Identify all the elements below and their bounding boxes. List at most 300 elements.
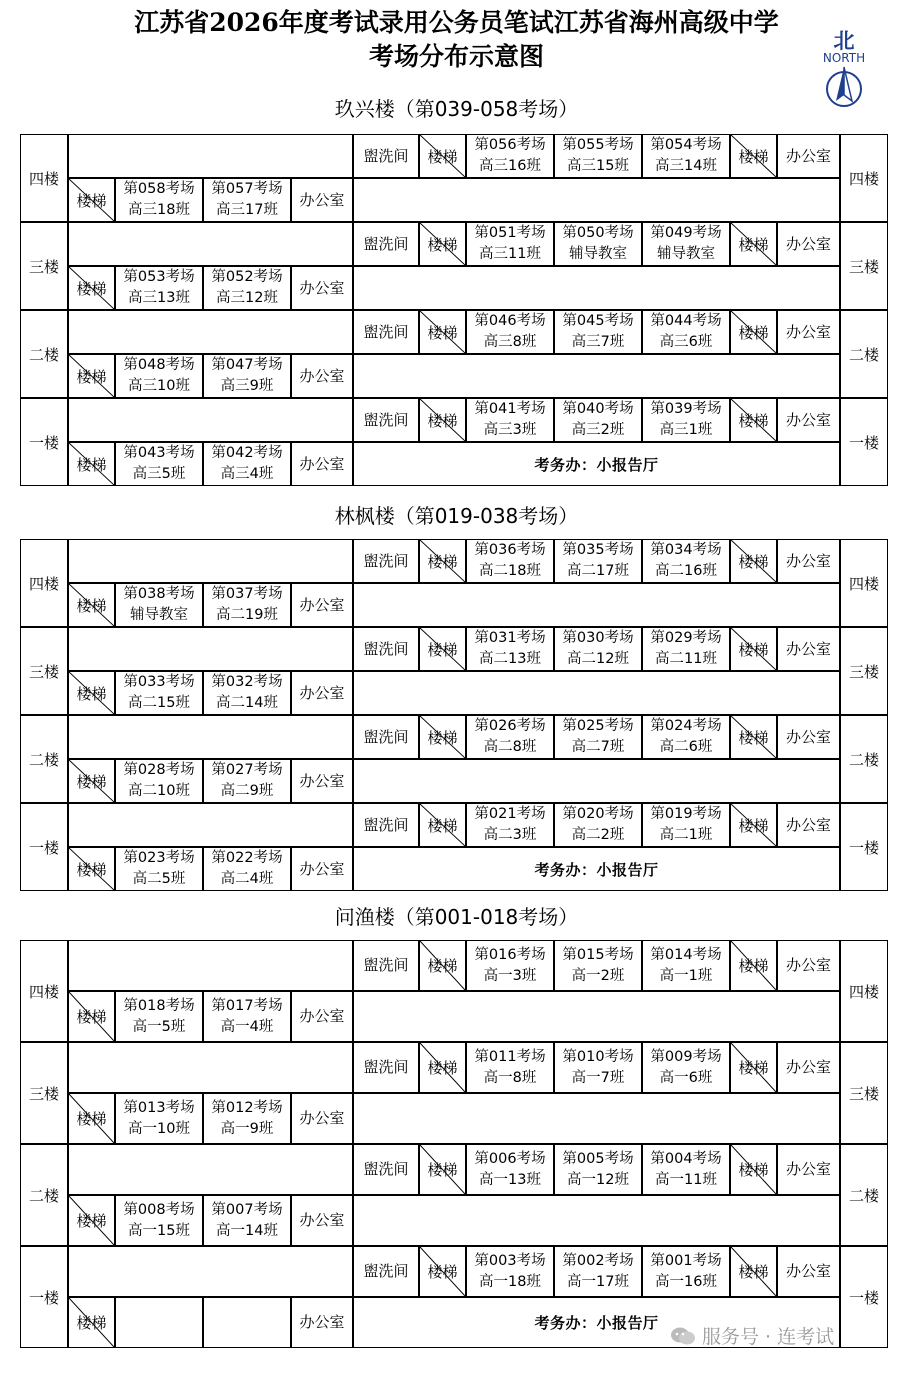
exam-room-number: 第030考场 bbox=[562, 630, 634, 646]
office bbox=[777, 715, 840, 759]
stair-label: 楼梯 bbox=[738, 323, 769, 342]
stairs-south bbox=[68, 671, 115, 715]
stairs-north-east bbox=[730, 1246, 777, 1297]
exam-room-number: 第047考场 bbox=[211, 357, 283, 373]
exam-room bbox=[115, 1297, 203, 1348]
stair-label: 楼梯 bbox=[738, 147, 769, 166]
office-label: 办公室 bbox=[785, 639, 831, 658]
stair-label: 楼梯 bbox=[76, 596, 107, 615]
exam-room-number: 第024考场 bbox=[650, 718, 722, 734]
office-label: 办公室 bbox=[785, 551, 831, 570]
stairs-north-west bbox=[419, 627, 466, 671]
exam-room bbox=[642, 1042, 730, 1093]
corridor-south-upper bbox=[68, 940, 353, 991]
office bbox=[291, 991, 353, 1042]
office bbox=[291, 671, 353, 715]
exam-office-label: 考务办：小报告厅 bbox=[534, 1314, 659, 1332]
exam-room bbox=[554, 539, 642, 583]
office-label: 办公室 bbox=[785, 410, 831, 429]
stair-label: 楼梯 bbox=[427, 1059, 458, 1077]
exam-room-class: 高二19班 bbox=[216, 607, 278, 623]
exam-room-class: 高三18班 bbox=[128, 202, 190, 218]
office-label: 办公室 bbox=[299, 366, 345, 385]
exam-room bbox=[466, 715, 554, 759]
exam-room bbox=[642, 1144, 730, 1195]
washroom-label: 盥洗间 bbox=[363, 727, 409, 746]
exam-room bbox=[203, 1093, 291, 1144]
exam-room bbox=[642, 539, 730, 583]
building-name: 玖兴楼（第039-058考场） bbox=[334, 97, 579, 121]
washroom-label: 盥洗间 bbox=[363, 1262, 409, 1280]
office bbox=[291, 583, 353, 627]
corridor-north-lower bbox=[353, 991, 840, 1042]
exam-room-class: 高一8班 bbox=[483, 1069, 537, 1086]
exam-room-number: 第040考场 bbox=[562, 401, 634, 417]
corridor-south-upper bbox=[68, 222, 353, 266]
stairs-south bbox=[68, 178, 115, 222]
exam-room-number: 第053考场 bbox=[123, 269, 195, 285]
building-name: 问渔楼（第001-018考场） bbox=[334, 905, 579, 929]
exam-room-number: 第006考场 bbox=[474, 1150, 546, 1167]
office bbox=[777, 539, 840, 583]
exam-room-class: 高一12班 bbox=[567, 1171, 629, 1188]
stair-label: 楼梯 bbox=[427, 235, 458, 254]
compass-label-en: NORTH bbox=[822, 51, 866, 65]
office bbox=[291, 1093, 353, 1144]
stairs-south bbox=[68, 266, 115, 310]
exam-room-number: 第026考场 bbox=[474, 718, 546, 734]
corridor-south-upper bbox=[68, 715, 353, 759]
exam-room-class: 高三10班 bbox=[128, 378, 190, 394]
exam-room-class: 高三15班 bbox=[567, 158, 629, 174]
exam-room-number: 第032考场 bbox=[211, 674, 283, 690]
exam-room-class: 高三16班 bbox=[479, 158, 541, 174]
corridor-south-upper bbox=[68, 310, 353, 354]
exam-room-class: 高三13班 bbox=[128, 290, 190, 306]
exam-room bbox=[203, 759, 291, 803]
exam-room bbox=[115, 671, 203, 715]
office-label: 办公室 bbox=[299, 595, 345, 614]
stairs-south bbox=[68, 354, 115, 398]
exam-room bbox=[115, 442, 203, 486]
office-label: 办公室 bbox=[299, 1313, 345, 1331]
stairs-south bbox=[68, 991, 115, 1042]
exam-room-class: 高三1班 bbox=[659, 422, 713, 438]
washroom bbox=[353, 627, 419, 671]
exam-room bbox=[115, 847, 203, 891]
office bbox=[777, 1144, 840, 1195]
exam-room-number: 第008考场 bbox=[123, 1201, 195, 1218]
washroom bbox=[353, 398, 419, 442]
exam-room-class: 高一1班 bbox=[659, 967, 713, 984]
washroom-label: 盥洗间 bbox=[363, 410, 409, 429]
exam-room-number: 第012考场 bbox=[211, 1099, 283, 1116]
exam-room-class: 高三5班 bbox=[132, 466, 186, 482]
exam-room-class: 高三14班 bbox=[655, 158, 717, 174]
floor-label-right: 二楼 bbox=[840, 310, 888, 398]
exam-room-number: 第051考场 bbox=[474, 225, 546, 241]
exam-room-number: 第014考场 bbox=[650, 946, 722, 963]
exam-room-class: 高三7班 bbox=[571, 334, 625, 350]
exam-room-number: 第039考场 bbox=[650, 401, 722, 417]
exam-room-number: 第028考场 bbox=[123, 762, 195, 778]
floor-label-right: 三楼 bbox=[840, 222, 888, 310]
exam-room bbox=[642, 398, 730, 442]
exam-room-class: 高一3班 bbox=[483, 967, 537, 984]
exam-room-number: 第009考场 bbox=[650, 1048, 722, 1065]
stairs-south bbox=[68, 759, 115, 803]
washroom bbox=[353, 1246, 419, 1297]
exam-room-class: 高三8班 bbox=[483, 334, 537, 350]
exam-room-number: 第007考场 bbox=[211, 1201, 283, 1218]
corridor-south-upper bbox=[68, 539, 353, 583]
exam-room-class: 高二15班 bbox=[128, 695, 190, 711]
exam-room bbox=[554, 803, 642, 847]
building-name: 林枫楼（第019-038考场） bbox=[334, 504, 579, 528]
office-label: 办公室 bbox=[299, 1109, 345, 1127]
exam-room bbox=[115, 583, 203, 627]
stairs-north-west bbox=[419, 398, 466, 442]
stair-label: 楼梯 bbox=[738, 552, 769, 571]
washroom bbox=[353, 940, 419, 991]
corridor-south-upper bbox=[68, 398, 353, 442]
exam-room-class: 高一14班 bbox=[216, 1222, 278, 1239]
exam-room-class: 高三12班 bbox=[216, 290, 278, 306]
floor-label-left: 二楼 bbox=[20, 310, 68, 398]
office-label: 办公室 bbox=[299, 1007, 345, 1025]
floor-label-right: 三楼 bbox=[840, 1042, 888, 1144]
stair-label: 楼梯 bbox=[76, 1314, 107, 1332]
stairs-south bbox=[68, 583, 115, 627]
exam-room bbox=[554, 222, 642, 266]
corridor-north-lower bbox=[353, 266, 840, 310]
exam-room-class: 辅导教室 bbox=[130, 607, 188, 623]
exam-room-number: 第058考场 bbox=[123, 181, 195, 197]
stairs-north-east bbox=[730, 222, 777, 266]
exam-room-number: 第017考场 bbox=[211, 997, 283, 1014]
exam-room-class: 高一16班 bbox=[655, 1273, 717, 1290]
stairs-north-east bbox=[730, 1144, 777, 1195]
exam-room bbox=[466, 398, 554, 442]
washroom bbox=[353, 222, 419, 266]
watermark bbox=[670, 1322, 834, 1349]
corridor-north-lower bbox=[353, 1093, 840, 1144]
exam-room-class: 高二5班 bbox=[132, 871, 186, 887]
stair-label: 楼梯 bbox=[427, 147, 458, 166]
stair-label: 楼梯 bbox=[738, 816, 769, 835]
stairs-north-west bbox=[419, 1246, 466, 1297]
stair-label: 楼梯 bbox=[76, 684, 107, 703]
exam-room-class: 高一4班 bbox=[220, 1018, 274, 1035]
office-label: 办公室 bbox=[299, 771, 345, 790]
stairs-north-east bbox=[730, 715, 777, 759]
exam-room bbox=[203, 847, 291, 891]
exam-room-number: 第021考场 bbox=[474, 806, 546, 822]
exam-room bbox=[642, 1246, 730, 1297]
exam-room bbox=[203, 1297, 291, 1348]
exam-room-class: 高二9班 bbox=[220, 783, 274, 799]
office bbox=[777, 398, 840, 442]
exam-room-number: 第003考场 bbox=[474, 1252, 546, 1269]
office-label: 办公室 bbox=[299, 1211, 345, 1229]
stair-label: 楼梯 bbox=[738, 1263, 769, 1281]
exam-room-class: 高二2班 bbox=[571, 827, 625, 843]
stairs-north-east bbox=[730, 310, 777, 354]
washroom bbox=[353, 715, 419, 759]
office bbox=[291, 354, 353, 398]
exam-room bbox=[466, 1246, 554, 1297]
watermark-text: 服务号 · 连考试 bbox=[702, 1326, 835, 1348]
exam-room-class: 高三9班 bbox=[220, 378, 274, 394]
exam-room bbox=[642, 940, 730, 991]
exam-room bbox=[203, 583, 291, 627]
floor-label-right: 四楼 bbox=[840, 940, 888, 1042]
exam-room-class: 高一17班 bbox=[567, 1273, 629, 1290]
stairs-north-west bbox=[419, 310, 466, 354]
exam-room-class: 高一13班 bbox=[479, 1171, 541, 1188]
title-line-2: 考场分布示意图 bbox=[368, 42, 544, 71]
exam-room bbox=[203, 178, 291, 222]
exam-room bbox=[203, 266, 291, 310]
compass-label-cn: 北 bbox=[833, 29, 855, 53]
office-label: 办公室 bbox=[785, 234, 831, 253]
office bbox=[291, 759, 353, 803]
exam-room-class: 高三3班 bbox=[483, 422, 537, 438]
floor-label-right: 四楼 bbox=[840, 539, 888, 627]
exam-room-class: 高二6班 bbox=[659, 739, 713, 755]
exam-room-class: 高二10班 bbox=[128, 783, 190, 799]
stair-label: 楼梯 bbox=[427, 1161, 458, 1179]
exam-room-class: 高二13班 bbox=[479, 651, 541, 667]
stairs-north-east bbox=[730, 803, 777, 847]
floor-label-left: 四楼 bbox=[20, 134, 68, 222]
office bbox=[291, 266, 353, 310]
floor-label-left: 四楼 bbox=[20, 539, 68, 627]
office bbox=[777, 134, 840, 178]
stairs-north-west bbox=[419, 803, 466, 847]
stair-label: 楼梯 bbox=[427, 816, 458, 835]
stair-label: 楼梯 bbox=[427, 1263, 458, 1281]
corridor-south-upper bbox=[68, 627, 353, 671]
exam-room bbox=[466, 803, 554, 847]
exam-room bbox=[554, 1246, 642, 1297]
exam-room-number: 第046考场 bbox=[474, 313, 546, 329]
corridor-south-upper bbox=[68, 134, 353, 178]
stairs-north-west bbox=[419, 1042, 466, 1093]
stair-label: 楼梯 bbox=[76, 191, 107, 210]
floor-label-left: 一楼 bbox=[20, 803, 68, 891]
office bbox=[291, 1297, 353, 1348]
corridor-south-upper bbox=[68, 803, 353, 847]
exam-room-number: 第029考场 bbox=[650, 630, 722, 646]
washroom-label: 盥洗间 bbox=[363, 1160, 409, 1178]
exam-room bbox=[115, 266, 203, 310]
stairs-south bbox=[68, 1195, 115, 1246]
exam-room-number: 第016考场 bbox=[474, 946, 546, 963]
exam-room bbox=[642, 134, 730, 178]
stairs-north-west bbox=[419, 222, 466, 266]
office-label: 办公室 bbox=[299, 190, 345, 209]
office bbox=[777, 222, 840, 266]
exam-room bbox=[466, 310, 554, 354]
exam-room bbox=[203, 354, 291, 398]
exam-room bbox=[642, 803, 730, 847]
exam-room-number: 第057考场 bbox=[211, 181, 283, 197]
office bbox=[291, 1195, 353, 1246]
washroom-label: 盥洗间 bbox=[363, 551, 409, 570]
exam-room-number: 第044考场 bbox=[650, 313, 722, 329]
office-label: 办公室 bbox=[299, 454, 345, 473]
stairs-north-east bbox=[730, 940, 777, 991]
floor-label-left: 二楼 bbox=[20, 1144, 68, 1246]
exam-room bbox=[466, 627, 554, 671]
washroom bbox=[353, 539, 419, 583]
stair-label: 楼梯 bbox=[76, 860, 107, 879]
exam-room-number: 第045考场 bbox=[562, 313, 634, 329]
office-label: 办公室 bbox=[785, 1058, 831, 1076]
exam-office-label: 考务办：小报告厅 bbox=[534, 860, 659, 879]
stair-label: 楼梯 bbox=[427, 411, 458, 430]
floor-label-right: 二楼 bbox=[840, 1144, 888, 1246]
stairs-north-west bbox=[419, 940, 466, 991]
exam-room-number: 第042考场 bbox=[211, 445, 283, 461]
exam-room bbox=[203, 671, 291, 715]
office-label: 办公室 bbox=[299, 278, 345, 297]
exam-room-class: 高一7班 bbox=[571, 1069, 625, 1086]
stairs-north-east bbox=[730, 539, 777, 583]
office bbox=[777, 627, 840, 671]
exam-room-class: 高二4班 bbox=[220, 871, 274, 887]
exam-room-class: 高三2班 bbox=[571, 422, 625, 438]
exam-room-class: 高一18班 bbox=[479, 1273, 541, 1290]
exam-room bbox=[115, 759, 203, 803]
washroom bbox=[353, 310, 419, 354]
exam-room-number: 第019考场 bbox=[650, 806, 722, 822]
office bbox=[777, 1042, 840, 1093]
washroom-label: 盥洗间 bbox=[363, 956, 409, 974]
office bbox=[777, 1246, 840, 1297]
exam-room bbox=[642, 627, 730, 671]
stair-label: 楼梯 bbox=[738, 411, 769, 430]
washroom bbox=[353, 1144, 419, 1195]
floor-label-right: 一楼 bbox=[840, 803, 888, 891]
stair-label: 楼梯 bbox=[427, 323, 458, 342]
exam-room-number: 第022考场 bbox=[211, 850, 283, 866]
floor-label-left: 三楼 bbox=[20, 222, 68, 310]
floor-label-left: 二楼 bbox=[20, 715, 68, 803]
exam-room-number: 第036考场 bbox=[474, 542, 546, 558]
exam-room bbox=[642, 310, 730, 354]
office-label: 办公室 bbox=[785, 146, 831, 165]
stair-label: 楼梯 bbox=[76, 1008, 107, 1026]
stair-label: 楼梯 bbox=[76, 1212, 107, 1230]
exam-room bbox=[115, 1195, 203, 1246]
office bbox=[291, 442, 353, 486]
washroom-label: 盥洗间 bbox=[363, 639, 409, 658]
exam-room bbox=[554, 627, 642, 671]
corridor-south-upper bbox=[68, 1144, 353, 1195]
exam-room bbox=[466, 1042, 554, 1093]
office-label: 办公室 bbox=[785, 1262, 831, 1280]
stairs-south bbox=[68, 1093, 115, 1144]
office bbox=[291, 178, 353, 222]
page-title bbox=[0, 6, 913, 74]
office bbox=[777, 940, 840, 991]
stair-label: 楼梯 bbox=[76, 1110, 107, 1128]
exam-room-class: 高二17班 bbox=[567, 563, 629, 579]
exam-room-number: 第038考场 bbox=[123, 586, 195, 602]
stair-label: 楼梯 bbox=[738, 728, 769, 747]
floor-label-left: 一楼 bbox=[20, 398, 68, 486]
exam-room bbox=[466, 940, 554, 991]
exam-room-class: 高二14班 bbox=[216, 695, 278, 711]
exam-room-class: 高一2班 bbox=[571, 967, 625, 984]
stairs-north-west bbox=[419, 539, 466, 583]
exam-room-number: 第035考场 bbox=[562, 542, 634, 558]
washroom bbox=[353, 1042, 419, 1093]
floor-label-right: 二楼 bbox=[840, 715, 888, 803]
exam-room bbox=[554, 398, 642, 442]
exam-room-number: 第010考场 bbox=[562, 1048, 634, 1065]
office bbox=[291, 847, 353, 891]
exam-room bbox=[554, 1042, 642, 1093]
stairs-north-east bbox=[730, 398, 777, 442]
stairs-north-west bbox=[419, 715, 466, 759]
office-label: 办公室 bbox=[785, 956, 831, 974]
exam-room-number: 第020考场 bbox=[562, 806, 634, 822]
exam-room-class: 高一9班 bbox=[220, 1120, 274, 1137]
stairs-south bbox=[68, 847, 115, 891]
washroom-label: 盥洗间 bbox=[363, 322, 409, 341]
exam-room bbox=[115, 178, 203, 222]
stair-label: 楼梯 bbox=[427, 552, 458, 571]
exam-room-class: 高二7班 bbox=[571, 739, 625, 755]
exam-room-number: 第052考场 bbox=[211, 269, 283, 285]
exam-room-number: 第018考场 bbox=[123, 997, 195, 1014]
exam-room-number: 第015考场 bbox=[562, 946, 634, 963]
exam-room-class: 高一6班 bbox=[659, 1069, 713, 1086]
exam-room bbox=[115, 354, 203, 398]
exam-room-number: 第013考场 bbox=[123, 1099, 195, 1116]
exam-room bbox=[554, 310, 642, 354]
floor-label-left: 一楼 bbox=[20, 1246, 68, 1348]
exam-room-number: 第037考场 bbox=[211, 586, 283, 602]
exam-room-number: 第050考场 bbox=[562, 225, 634, 241]
floor-label-left: 三楼 bbox=[20, 627, 68, 715]
exam-room bbox=[642, 715, 730, 759]
washroom bbox=[353, 803, 419, 847]
stairs-north-east bbox=[730, 627, 777, 671]
floor-label-left: 三楼 bbox=[20, 1042, 68, 1144]
exam-room-number: 第002考场 bbox=[562, 1252, 634, 1269]
exam-room-number: 第056考场 bbox=[474, 137, 546, 153]
exam-room bbox=[642, 222, 730, 266]
exam-room-number: 第034考场 bbox=[650, 542, 722, 558]
exam-room-number: 第054考场 bbox=[650, 137, 722, 153]
exam-room bbox=[203, 1195, 291, 1246]
office bbox=[777, 803, 840, 847]
corridor-south-upper bbox=[68, 1042, 353, 1093]
exam-room-class: 高一5班 bbox=[132, 1018, 186, 1035]
title-line-1: 江苏省2026年度考试录用公务员笔试江苏省海州高级中学 bbox=[134, 8, 779, 37]
stairs-north-west bbox=[419, 134, 466, 178]
exam-room-class: 高二18班 bbox=[479, 563, 541, 579]
exam-room bbox=[554, 715, 642, 759]
stairs-south bbox=[68, 1297, 115, 1348]
exam-room bbox=[466, 222, 554, 266]
office-label: 办公室 bbox=[299, 859, 345, 878]
exam-room-class: 高二1班 bbox=[659, 827, 713, 843]
